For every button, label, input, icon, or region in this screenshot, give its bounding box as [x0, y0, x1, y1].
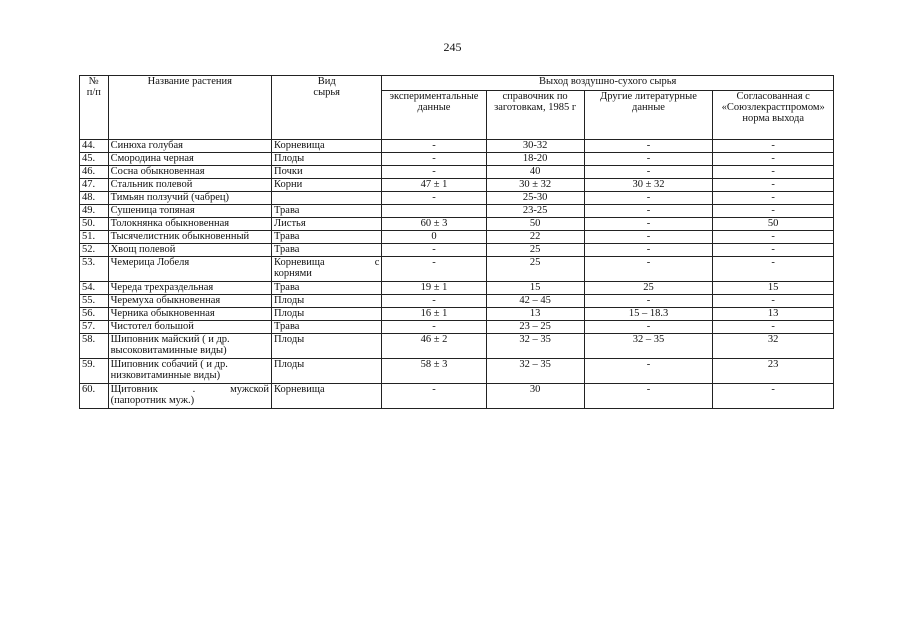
cell-agreed: - [713, 295, 834, 308]
cell-type-part: Корневища [274, 257, 325, 268]
cell-name-part: мужской [230, 384, 270, 395]
cell-other-literature: - [584, 218, 713, 231]
cell-agreed: - [713, 231, 834, 244]
cell-other-literature: - [584, 231, 713, 244]
cell-experimental: - [382, 153, 486, 166]
table-row [80, 282, 834, 295]
cell-name: Шиповник собачий ( и др. низковитаминные виды) [108, 359, 271, 384]
cell-name: Тысячелистник обыкновенный [108, 231, 271, 244]
cell-experimental: 16 ± 1 [382, 308, 486, 321]
cell-type: Почки [272, 166, 382, 179]
header-handbook: справочник по заготовкам, 1985 г [486, 91, 584, 140]
cell-experimental: - [382, 166, 486, 179]
cell-num: 59. [80, 359, 109, 384]
cell-experimental: 46 ± 2 [382, 334, 486, 359]
cell-handbook: 25 [486, 244, 584, 257]
cell-num: 46. [80, 166, 109, 179]
cell-agreed: 15 [713, 282, 834, 295]
cell-experimental: - [382, 321, 486, 334]
cell-experimental: - [382, 295, 486, 308]
table-row [80, 205, 834, 218]
cell-agreed: - [713, 179, 834, 192]
cell-name: Стальник полевой [108, 179, 271, 192]
table-row [80, 295, 834, 308]
table-row [80, 308, 834, 321]
cell-name: Хвощ полевой [108, 244, 271, 257]
cell-type: Плоды [272, 359, 382, 384]
cell-name: Сушеница топяная [108, 205, 271, 218]
cell-num: 51. [80, 231, 109, 244]
cell-other-literature: - [584, 153, 713, 166]
cell-type-part: с [374, 257, 380, 268]
cell-handbook: 30 ± 32 [486, 179, 584, 192]
cell-handbook: 22 [486, 231, 584, 244]
cell-other-literature: - [584, 321, 713, 334]
cell-other-literature: - [584, 140, 713, 153]
cell-agreed: - [713, 153, 834, 166]
header-other-literature: Другие литературные данные [584, 91, 713, 140]
cell-type: Трава [272, 231, 382, 244]
cell-other-literature: - [584, 359, 713, 384]
table-row [80, 153, 834, 166]
cell-num: 54. [80, 282, 109, 295]
cell-type: Корни [272, 179, 382, 192]
header-num: № п/п [80, 76, 109, 140]
table-row [80, 334, 834, 359]
cell-agreed: 23 [713, 359, 834, 384]
table-row [80, 359, 834, 384]
cell-handbook: 25-30 [486, 192, 584, 205]
cell-type [272, 192, 382, 205]
cell-num: 45. [80, 153, 109, 166]
cell-handbook: 50 [486, 218, 584, 231]
cell-experimental: 0 [382, 231, 486, 244]
cell-agreed: 50 [713, 218, 834, 231]
cell-num: 52. [80, 244, 109, 257]
cell-type: Трава [272, 244, 382, 257]
cell-handbook: 23-25 [486, 205, 584, 218]
cell-num: 56. [80, 308, 109, 321]
cell-other-literature: 32 – 35 [584, 334, 713, 359]
cell-name: Черемуха обыкновенная [108, 295, 271, 308]
cell-num: 48. [80, 192, 109, 205]
cell-num: 58. [80, 334, 109, 359]
cell-type-part: корнями [274, 268, 312, 279]
cell-type: Плоды [272, 308, 382, 321]
cell-experimental: 47 ± 1 [382, 179, 486, 192]
cell-other-literature: - [584, 166, 713, 179]
cell-agreed: - [713, 205, 834, 218]
cell-name: Тимьян ползучий (чабрец) [108, 192, 271, 205]
cell-agreed: - [713, 140, 834, 153]
cell-name: Черника обыкновенная [108, 308, 271, 321]
cell-handbook: 25 [486, 257, 584, 282]
cell-handbook: 42 – 45 [486, 295, 584, 308]
cell-handbook: 15 [486, 282, 584, 295]
cell-type: Корневища [272, 384, 382, 409]
cell-name [108, 384, 271, 409]
cell-num: 47. [80, 179, 109, 192]
cell-agreed: - [713, 321, 834, 334]
cell-handbook: 30 [486, 384, 584, 409]
cell-num: 50. [80, 218, 109, 231]
cell-other-literature: 30 ± 32 [584, 179, 713, 192]
cell-name: Шиповник майский ( и др. высоковитаминные виды) [108, 334, 271, 359]
header-experimental: экспериментальные данные [382, 91, 486, 140]
cell-type: Листья [272, 218, 382, 231]
cell-other-literature: 25 [584, 282, 713, 295]
cell-agreed: - [713, 244, 834, 257]
table-row [80, 321, 834, 334]
table-row [80, 179, 834, 192]
cell-agreed: - [713, 384, 834, 409]
cell-experimental: 58 ± 3 [382, 359, 486, 384]
cell-type: Плоды [272, 153, 382, 166]
cell-num: 49. [80, 205, 109, 218]
cell-num: 53. [80, 257, 109, 282]
cell-name: Сосна обыкновенная [108, 166, 271, 179]
cell-type [272, 257, 382, 282]
cell-handbook: 32 – 35 [486, 334, 584, 359]
cell-experimental: - [382, 257, 486, 282]
cell-type: Корневища [272, 140, 382, 153]
cell-handbook: 13 [486, 308, 584, 321]
cell-handbook: 18-20 [486, 153, 584, 166]
cell-type: Трава [272, 282, 382, 295]
cell-type: Трава [272, 321, 382, 334]
cell-experimental [382, 205, 486, 218]
cell-name: Череда трехраздельная [108, 282, 271, 295]
cell-other-literature: - [584, 295, 713, 308]
cell-experimental: 60 ± 3 [382, 218, 486, 231]
table-row [80, 231, 834, 244]
cell-experimental: 19 ± 1 [382, 282, 486, 295]
cell-name-part: Щитовник [110, 384, 158, 395]
cell-num: 57. [80, 321, 109, 334]
table-row [80, 244, 834, 257]
cell-experimental: - [382, 244, 486, 257]
table-row [80, 218, 834, 231]
table-row [80, 192, 834, 205]
cell-experimental: - [382, 192, 486, 205]
cell-agreed: - [713, 166, 834, 179]
cell-other-literature: - [584, 257, 713, 282]
cell-type: Плоды [272, 295, 382, 308]
cell-num: 44. [80, 140, 109, 153]
cell-agreed: 13 [713, 308, 834, 321]
table-row [80, 384, 834, 409]
cell-name: Толокнянка обыкновенная [108, 218, 271, 231]
cell-other-literature: - [584, 192, 713, 205]
cell-handbook: 40 [486, 166, 584, 179]
yield-table [79, 75, 834, 409]
cell-experimental: - [382, 140, 486, 153]
cell-type: Плоды [272, 334, 382, 359]
cell-agreed: - [713, 257, 834, 282]
cell-other-literature: 15 – 18.3 [584, 308, 713, 321]
cell-handbook: 23 – 25 [486, 321, 584, 334]
cell-agreed: 32 [713, 334, 834, 359]
table-row [80, 257, 834, 282]
table-row [80, 166, 834, 179]
cell-other-literature: - [584, 244, 713, 257]
cell-name-part: . [192, 384, 196, 395]
cell-num: 60. [80, 384, 109, 409]
cell-other-literature: - [584, 205, 713, 218]
cell-name: Чистотел большой [108, 321, 271, 334]
header-material-type: Вид сырья [272, 76, 382, 140]
cell-agreed: - [713, 192, 834, 205]
header-yield-group: Выход воздушно-сухого сырья [382, 76, 834, 91]
cell-name: Чемерица Лобеля [108, 257, 271, 282]
cell-handbook: 30-32 [486, 140, 584, 153]
cell-handbook: 32 – 35 [486, 359, 584, 384]
cell-name: Смородина черная [108, 153, 271, 166]
cell-name: Синюха голубая [108, 140, 271, 153]
cell-experimental: - [382, 384, 486, 409]
header-agreed-norm: Согласованная с «Союзлекрастпромом» норма выхода [713, 91, 834, 140]
cell-type: Трава [272, 205, 382, 218]
cell-name-part: (папоротник муж.) [110, 395, 195, 406]
cell-num: 55. [80, 295, 109, 308]
page-number: 245 [443, 40, 462, 54]
table-row [80, 140, 834, 153]
header-plant-name: Название растения [108, 76, 271, 140]
cell-other-literature: - [584, 384, 713, 409]
